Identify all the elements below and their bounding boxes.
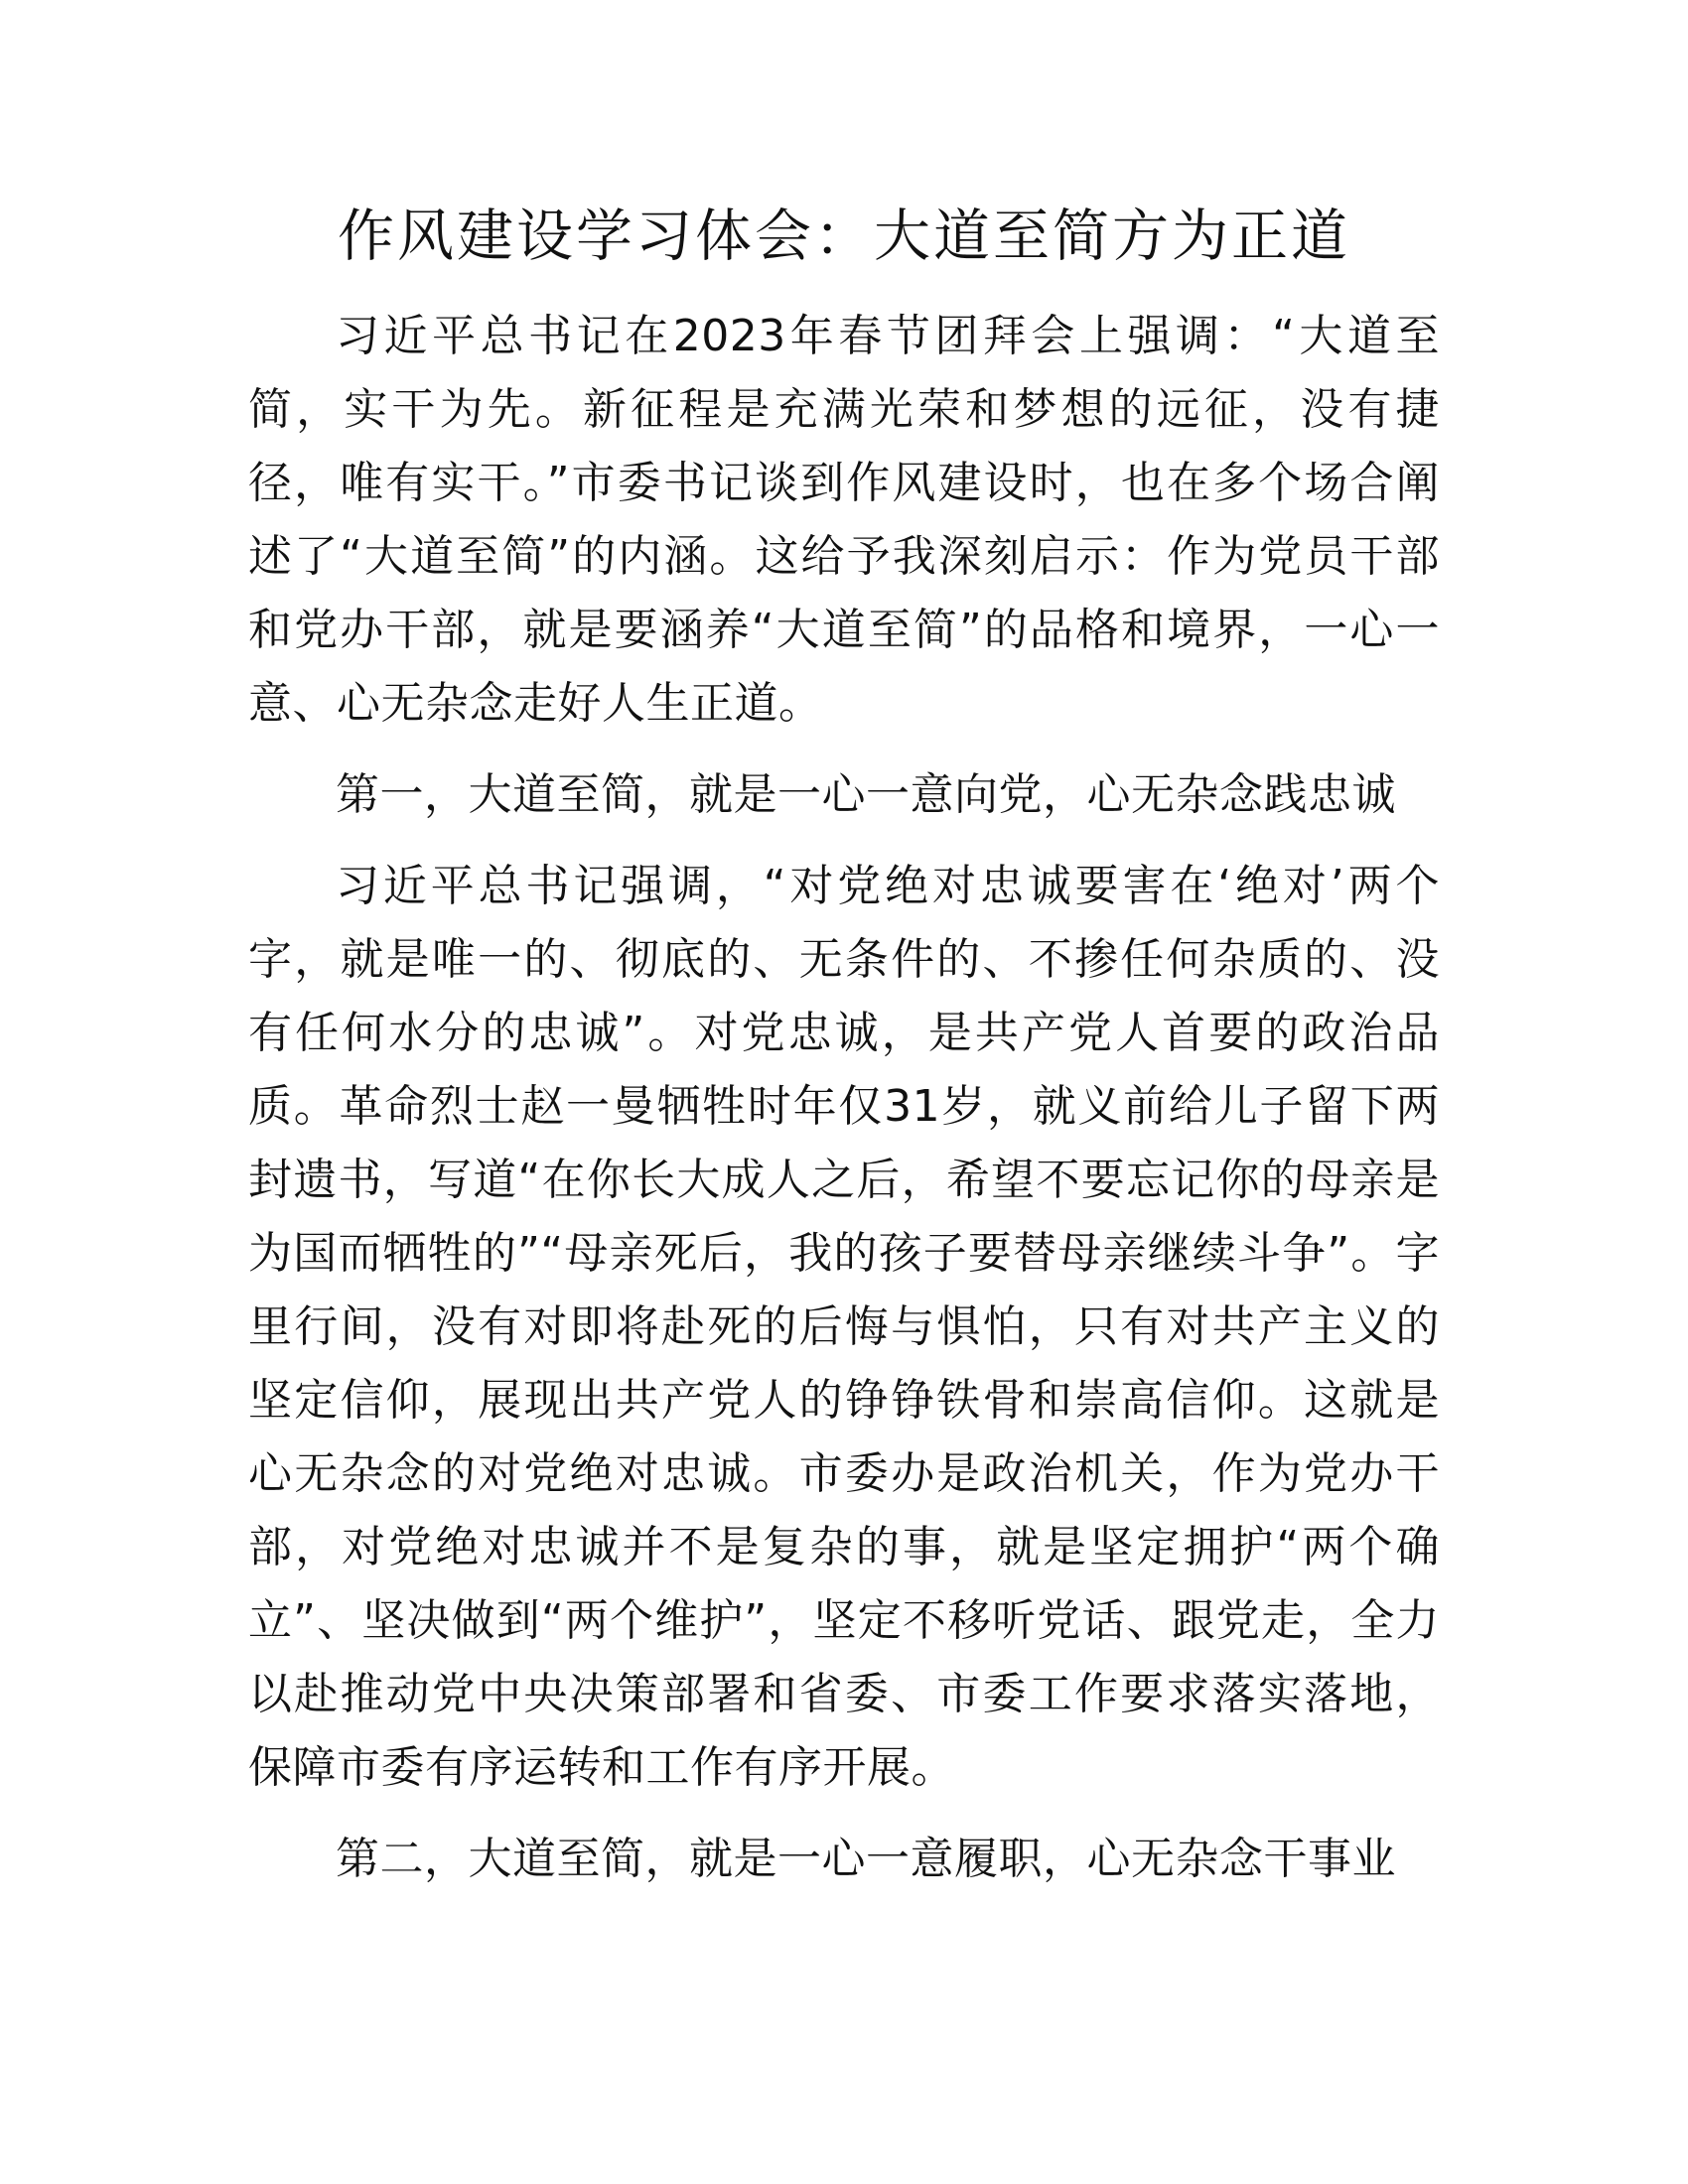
intro-paragraph: 习近平总书记在2023年春节团拜会上强调：“大道至简，实干为先。新征程是充满光荣和梦想的远征，没有捷径，唯有实干。”市委书记谈到作风建设时，也在多个场合阐述了“大道至简”的内涵。这给予我深刻启示：作为党员干部和党办干部，就是要涵养“大道至简”的品格和境界，一心一意、心无杂念走好人生正道。 bbox=[248, 311, 1440, 729]
document-title: 作风建设学习体会：大道至简方为正道 bbox=[338, 204, 1350, 269]
section-2-heading: 第二，大道至简，就是一心一意履职，心无杂念干事业 bbox=[336, 1834, 1396, 1884]
section-1-paragraph: 习近平总书记强调，“对党绝对忠诚要害在‘绝对’两个字，就是唯一的、彻底的、无条件的、不掺任何杂质的、没有任何水分的忠诚”。对党忠诚，是共产党人首要的政治品质。革命烈士赵一曼牺牲时年仅31岁，就义前给儿子留下两封遗书，写道“在你长大成人之后，希望不要忘记你的母亲是为国而牺牲的”“母亲死后，我的孩子要替母亲继续斗争”。字里行间，没有对即将赴死的后悔与惧怕，只有对共产主义的坚定信仰，展现出共产党人的铮铮铁骨和崇高信仰。这就是心无杂念的对党绝对忠诚。市委办是政治机关，作为党办干部，对党绝对忠诚并不是复杂的事，就是坚定拥护“两个确立”、坚决做到“两个维护”，坚定不移听党话、跟党走，全力以赴推动党中央决策部署和省委、市委工作要求落实落地，保障市委有序运转和工作有序开展。 bbox=[248, 861, 1440, 1793]
section-1-heading: 第一，大道至简，就是一心一意向党，心无杂念践忠诚 bbox=[336, 769, 1396, 820]
document-body bbox=[248, 300, 1440, 1896]
